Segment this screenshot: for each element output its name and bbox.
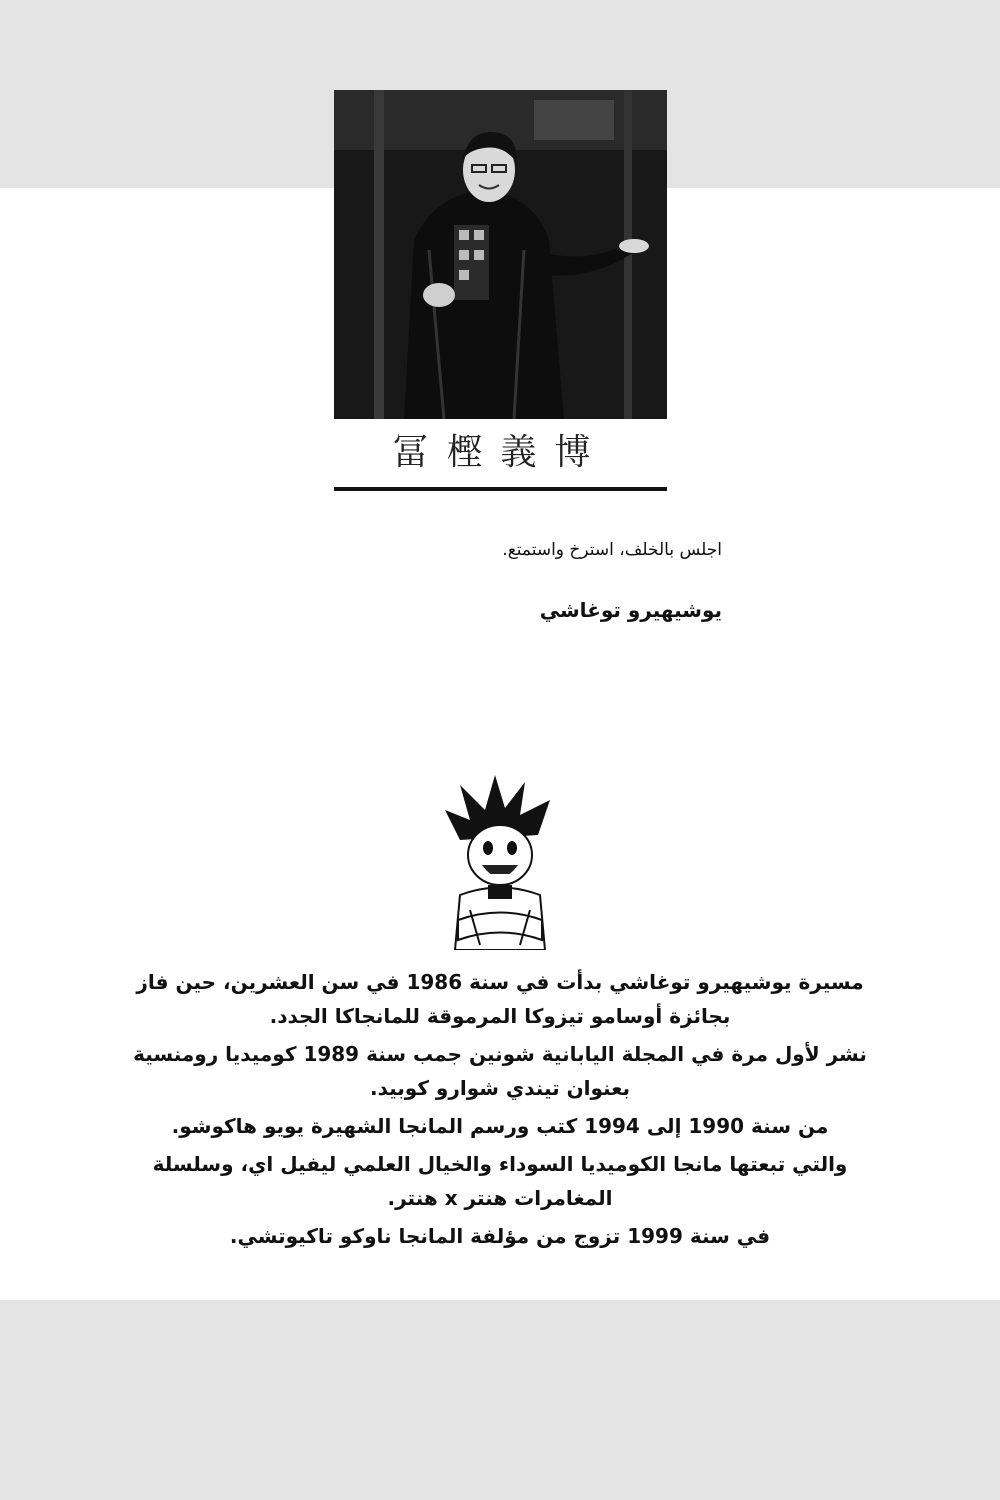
- author-name-japanese: 冨樫義博: [392, 432, 609, 473]
- bottom-gray-band: [0, 1300, 1000, 1500]
- author-photo: [334, 90, 667, 419]
- bio-paragraph: في سنة 1999 تزوج من مؤلفة المانجا ناوكو تاكيوتشي.: [229, 1224, 771, 1248]
- author-quote: اجلس بالخلف، استرخ واستمتع.: [502, 540, 722, 560]
- bio-paragraph: مسيرة يوشيهيرو توغاشي بدأت في سنة 1986 في سن العشرين، حين فاز بجائزة أوسامو تيزوكا المرموقة للمانجاكا الجدد.: [136, 970, 864, 1028]
- author-signature: يوشيهيرو توغاشي: [539, 598, 722, 622]
- author-biography: [110, 965, 890, 1257]
- bio-paragraph: والتي تبعتها مانجا الكوميديا السوداء والخيال العلمي ليفيل اي، وسلسلة المغامرات هنتر x هنتر.: [152, 1152, 848, 1210]
- chibi-character-illustration: [440, 770, 560, 950]
- bio-paragraph: من سنة 1990 إلى 1994 كتب ورسم المانجا الشهيرة يويو هاكوشو.: [171, 1114, 829, 1138]
- bio-paragraph: نشر لأول مرة في المجلة اليابانية شونين جمب سنة 1989 كوميديا رومنسية بعنوان تيندي شوارو كوبيد.: [133, 1042, 867, 1100]
- divider-line: [334, 487, 667, 491]
